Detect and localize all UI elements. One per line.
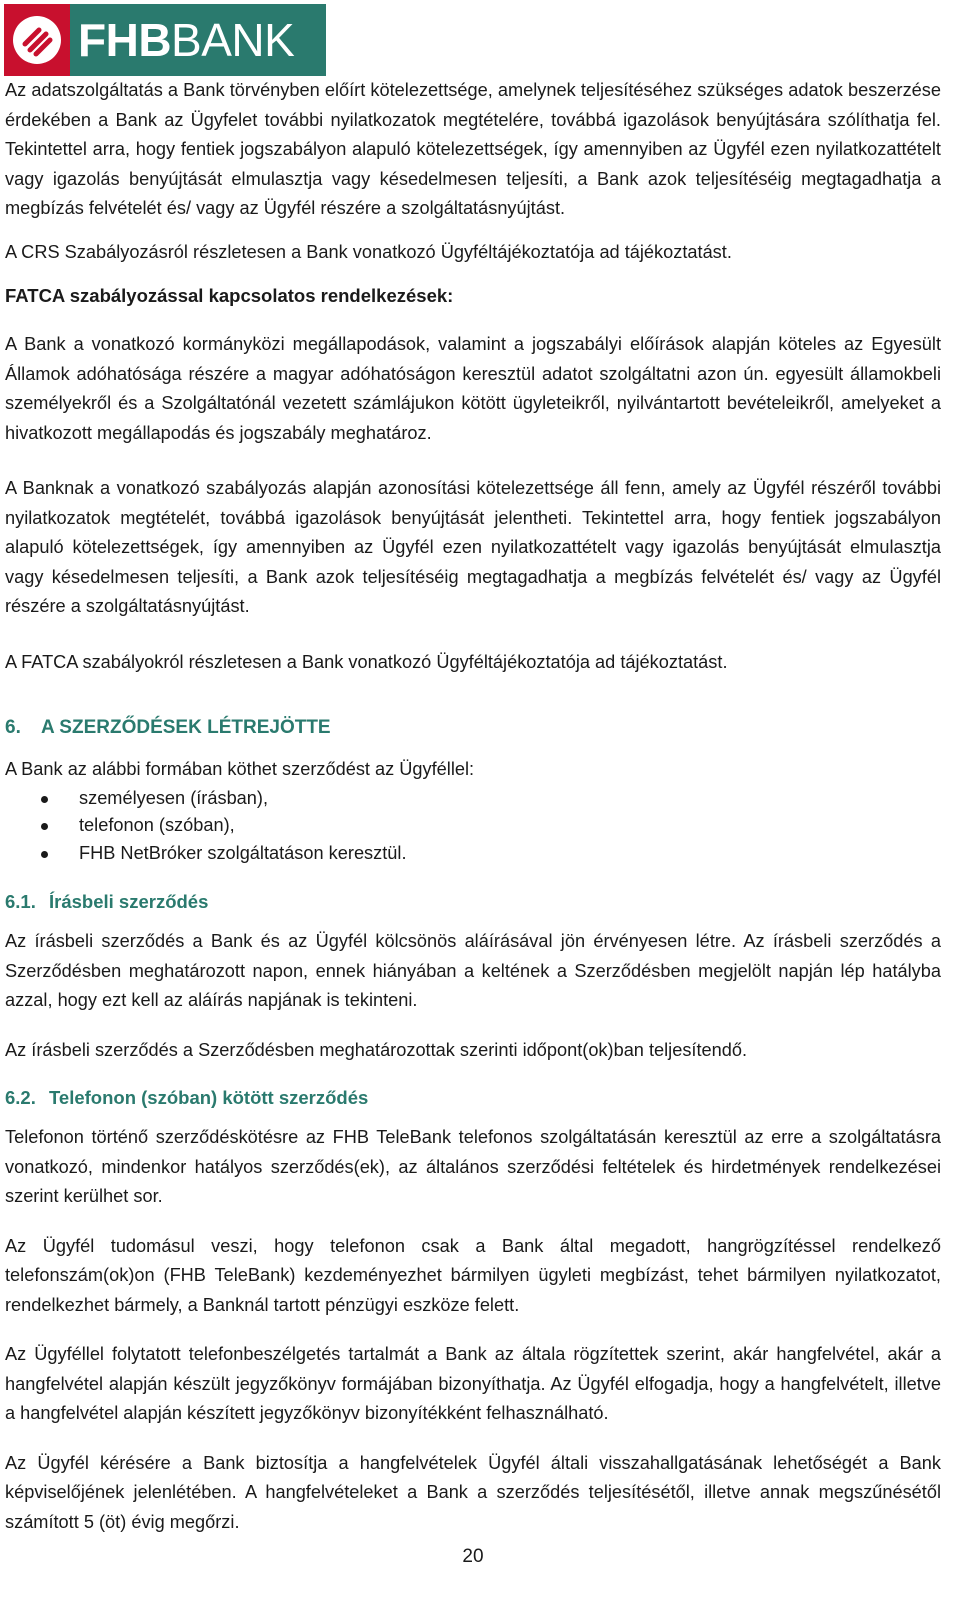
paragraph-recording-evidence: Az Ügyféllel folytatott telefonbeszélgetés tartalmát a Bank az általa rögzítettek szerint, akár hangfelvétel, akár a hangfelvétel alapján készült jegyzőkönyv formájában bizonyíthatja. Az Ügyfél elfogadja, hogy a hangfelvételt, illetve a hangfelvétel alapján készített jegyzőkönyv bizonyítékként felhasználható. [5,1344,941,1423]
paragraph-telebank: Telefonon történő szerződéskötésre az FHB TeleBank telefonos szolgáltatásán keresztül az erre a szolgáltatásra vonatkozó, mindenkor hatályos szerződés(ek), az általános szerződési feltételek és hirdetmények rendelkezései szerint kerülhet sor. [5,1127,941,1206]
paragraph-written-performance: Az írásbeli szerződés a Szerződésben meghatározottak szerinti időpont(ok)ban teljesítendő. [5,1039,748,1060]
paragraph-recording-retention: Az Ügyfél kérésére a Bank biztosítja a hangfelvételek Ügyfél általi visszahallgatásának lehetőségét a Bank képviselőjének jelenlétében. A hangfelvételeket a Bank a szerződés teljesítésétől, illetve annak megszűnésétől számított 5 (öt) évig megőrzi. [5,1452,941,1532]
paragraph-fatca-reporting: A Bank a vonatkozó kormányközi megállapodások, valamint a jogszabályi előírások alapján köteles az Egyesült Államok adóhatósága részére a magyar adóhatóságon keresztül adatot szolgáltatni azon ún. egyesült államokbeli személyekről és a Szolgáltatónál vezetett számlájukon kötött ügyleteikről, nyilvántartott bevételeikről, amelyeket a hivatkozott megállapodás és jogszabály meghatároz. [5,334,941,443]
document-body [5,76,941,1537]
section-title: A SZERZŐDÉSEK LÉTREJÖTTE [41,717,331,738]
bullet-icon [41,823,48,830]
paragraph-data-supply: Az adatszolgáltatás a Bank törvényben előírt kötelezettsége, amelynek teljesítéséhez szükséges adatok beszerzése érdekében a Bank az Ügyfelet további nyilatkozatok megtételére, továbbá igazolások benyújtására szólíthatja fel. Tekintettel arra, hogy fentiek jogszabályon alapuló kötelezettségek, így amennyiben az Ügyfél ezen nyilatkozattételt vagy igazolás benyújtását elmulasztja vagy késedelmesen teljesíti, a Bank azok teljesítéséig megtagadhatja a megbízás felvételét és/ vagy az Ügyfél részére a szolgáltatásnyújtást. [5,80,941,218]
paragraph-crs-info: A CRS Szabályozásról részletesen a Bank vonatkozó Ügyféltájékoztatója ad tájékoztatást. [5,241,732,262]
logo-wordmark [78,14,295,66]
section-6-1-heading [5,887,941,917]
bullet-icon [41,851,48,858]
section-title: Írásbeli szerződés [49,891,209,912]
paragraph-fatca-identification: A Banknak a vonatkozó szabályozás alapján azonosítási kötelezettsége áll fenn, amely az Ügyfél részéről további nyilatkozatok megtételét, továbbá igazolások benyújtását jelentheti. Tekintettel arra, hogy fentiek jogszabályon alapuló kötelezettségek, így amennyiben az Ügyfél ezen nyilatkozattételt vagy igazolás benyújtását elmulasztja vagy késedelmesen teljesíti, a Bank azok teljesítéséig megtagadhatja a megbízás felvételét és/ vagy az Ügyfél részére a szolgáltatásnyújtást. [5,478,941,616]
section-number: 6. [5,717,21,738]
fhb-logo-mark-icon [4,4,70,76]
logo-bank: BANK [171,14,295,66]
section-number: 6.1. [5,891,36,912]
section-title: Telefonon (szóban) kötött szerződés [49,1087,369,1108]
list-item: FHB NetBróker szolgáltatáson keresztül. [5,840,941,868]
section-6-heading [5,713,941,743]
list-item: személyesen (írásban), [5,785,941,813]
section-6-2-heading [5,1083,941,1113]
list-item: telefonon (szóban), [5,812,941,840]
contract-forms-list [5,785,941,868]
paragraph-written-contract: Az írásbeli szerződés a Bank és az Ügyfél kölcsönös aláírásával jön érvényesen létre. Az írásbeli szerződés a Szerződésben meghatározott napon, ennek hiányában a keltének a Szerződésben megjelölt napján lép hatályba azzal, hogy ezt kell az aláírás napjának is tekinteni. [5,931,941,1010]
page-number: 20 [462,1546,484,1567]
logo-name: FHB [78,14,172,66]
paragraph-phone-numbers: Az Ügyfél tudomásul veszi, hogy telefonon csak a Bank által megadott, hangrögzítéssel rendelkező telefonszám(ok)on (FHB TeleBank) kezdeményezhet bármilyen ügyleti megbízást, tehet bármilyen nyilatkozatot, rendelkezhet bármely, a Banknál tartott pénzügyi eszköze felett. [5,1235,941,1315]
paragraph-fatca-info: A FATCA szabályokról részletesen a Bank vonatkozó Ügyféltájékoztatója ad tájékoztatást. [5,651,728,672]
section-6-intro: A Bank az alábbi formában köthet szerződést az Ügyféllel: [5,759,475,779]
fatca-heading: FATCA szabályozással kapcsolatos rendelkezések: [5,285,454,306]
bullet-icon [41,796,48,803]
fhb-bank-logo [4,4,326,76]
section-number: 6.2. [5,1087,36,1108]
